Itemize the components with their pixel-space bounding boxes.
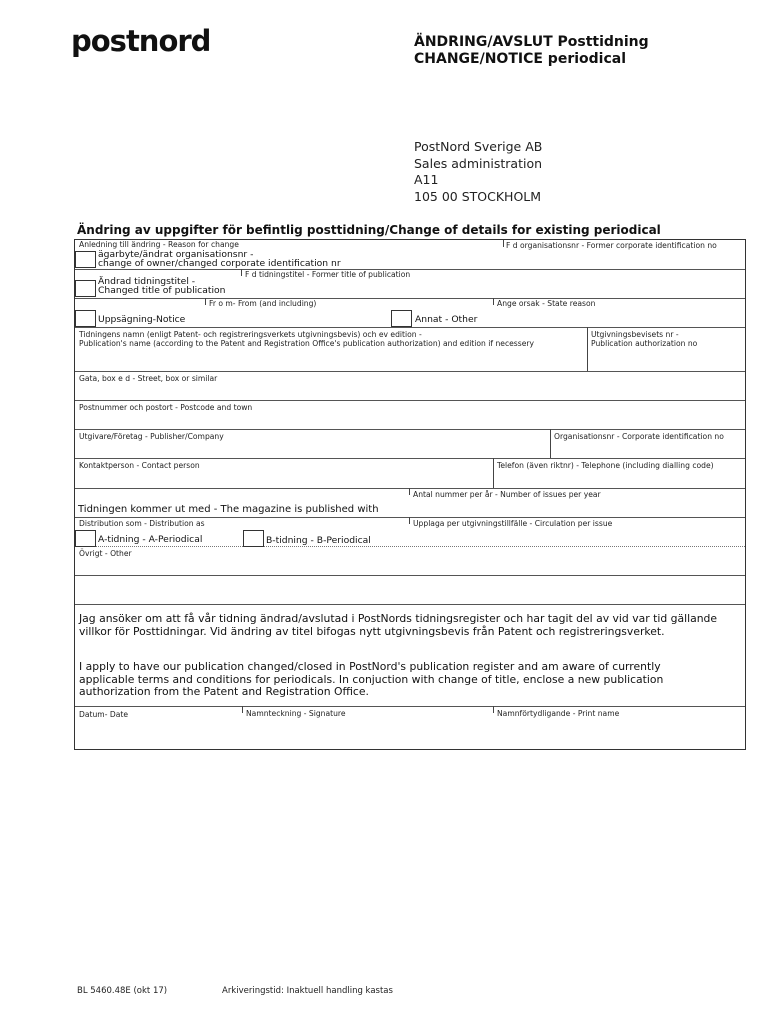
publication-authorization-label-en: Publication authorization no xyxy=(591,339,698,348)
publication-name-label-en: Publication's name (according to the Patent and Registration Office's publication authorization) and edition if necessery xyxy=(79,339,534,348)
row-divider xyxy=(75,458,745,459)
date-label: Datum- Date xyxy=(79,710,128,719)
address-line-2: Sales administration xyxy=(414,155,543,171)
signature-label: Namnteckning - Signature xyxy=(246,709,346,718)
publisher-label: Utgivare/Företag - Publisher/Company xyxy=(79,432,224,441)
cell-divider xyxy=(493,458,494,488)
issues-per-year-label: Antal nummer per år - Number of issues per year xyxy=(413,490,601,499)
row-divider xyxy=(75,546,745,547)
row-divider xyxy=(75,517,745,518)
cell-divider xyxy=(242,706,243,713)
b-periodical-checkbox[interactable] xyxy=(243,530,264,547)
postnord-logo: postnord xyxy=(71,24,211,58)
a-periodical-label: A-tidning - A-Periodical xyxy=(98,534,203,545)
row-divider xyxy=(75,575,745,576)
declaration-text-sv: Jag ansöker om att få vår tidning ändrad/avslutad i PostNords tidningsregister och har tagit del av vid var tid gällande villkor för Posttidningar. Vid ändring av titel bifogas nytt utgivningsbevis från Patent och registreringsverket. xyxy=(79,612,718,638)
a-periodical-checkbox[interactable] xyxy=(75,530,96,547)
cell-divider xyxy=(409,488,410,495)
publication-authorization-label-sv: Utgivningsbevisets nr - xyxy=(591,330,679,339)
title-change-label-sv: Ändrad tidningstitel - xyxy=(98,276,196,287)
contact-person-label: Kontaktperson - Contact person xyxy=(79,461,200,470)
published-with-heading: Tidningen kommer ut med - The magazine is published with xyxy=(78,504,379,515)
address-line-3: A11 xyxy=(414,172,439,187)
former-title-label: F d tidningstitel - Former title of publication xyxy=(245,270,411,279)
row-divider xyxy=(75,706,745,707)
address-line-1: PostNord Sverige AB xyxy=(414,139,543,154)
from-date-label: Fr o m- From (and including) xyxy=(209,299,317,308)
distribution-label: Distribution som - Distribution as xyxy=(79,519,205,528)
row-divider xyxy=(75,429,745,430)
archive-note: Arkiveringstid: Inaktuell handling kastas xyxy=(222,986,393,996)
publication-name-label-sv: Tidningens namn (enligt Patent- och registreringsverkets utgivningsbevis) och ev edition - xyxy=(79,330,422,339)
cell-divider xyxy=(493,298,494,305)
row-divider xyxy=(75,488,745,489)
cell-divider xyxy=(409,517,410,524)
telephone-label: Telefon (även riktnr) - Telephone (including dialling code) xyxy=(497,461,714,470)
title-change-checkbox[interactable] xyxy=(75,280,96,297)
address-line-4: 105 00 STOCKHOLM xyxy=(414,188,542,204)
postcode-label: Postnummer och postort - Postcode and town xyxy=(79,403,253,412)
notice-label: Uppsägning-Notice xyxy=(98,314,186,325)
row-divider xyxy=(75,371,745,372)
cell-divider xyxy=(503,240,504,247)
declaration-text-en: I apply to have our publication changed/closed in PostNord's publication register and am aware of currently applicable terms and conditions for periodicals. In conjuction with change of title, enclose a new publication authorization from the Patent and Registration Office. xyxy=(79,660,664,698)
title-change-label-en: Changed title of publication xyxy=(98,285,226,296)
other-misc-label: Övrigt - Other xyxy=(79,549,132,558)
cell-divider xyxy=(241,269,242,276)
row-divider xyxy=(75,327,745,328)
street-label: Gata, box e d - Street, box or similar xyxy=(79,374,218,383)
print-name-label: Namnförtydligande - Print name xyxy=(497,709,620,718)
owner-change-checkbox[interactable] xyxy=(75,251,96,268)
cell-divider xyxy=(493,706,494,713)
form-code: BL 5460.48E (okt 17) xyxy=(77,986,168,996)
former-corporate-id-label: F d organisationsnr - Former corporate identification no xyxy=(506,241,717,250)
other-label: Annat - Other xyxy=(415,314,478,325)
reason-for-change-label: Anledning till ändring - Reason for change xyxy=(79,240,239,249)
owner-change-label-sv: ägarbyte/ändrat organisationsnr - xyxy=(98,249,254,260)
notice-checkbox[interactable] xyxy=(75,310,96,327)
cell-divider xyxy=(587,327,588,371)
recipient-address xyxy=(414,139,542,205)
state-reason-label: Ange orsak - State reason xyxy=(497,299,596,308)
document-title-sv: ÄNDRING/AVSLUT Posttidning xyxy=(414,34,649,50)
document-title-en: CHANGE/NOTICE periodical xyxy=(414,51,627,67)
owner-change-label-en: change of owner/changed corporate identification nr xyxy=(98,258,341,269)
row-divider xyxy=(75,604,745,605)
change-form xyxy=(74,239,746,750)
cell-divider xyxy=(205,298,206,305)
row-divider xyxy=(75,400,745,401)
circulation-label: Upplaga per utgivningstillfälle - Circulation per issue xyxy=(413,519,613,528)
corporate-id-label: Organisationsnr - Corporate identification no xyxy=(554,432,724,441)
b-periodical-label: B-tidning - B-Periodical xyxy=(266,535,371,546)
document-title xyxy=(414,34,649,68)
row-divider xyxy=(75,298,745,299)
other-checkbox[interactable] xyxy=(391,310,412,327)
cell-divider xyxy=(550,429,551,458)
section-title: Ändring av uppgifter för befintlig posttidning/Change of details for existing periodical xyxy=(77,223,661,237)
